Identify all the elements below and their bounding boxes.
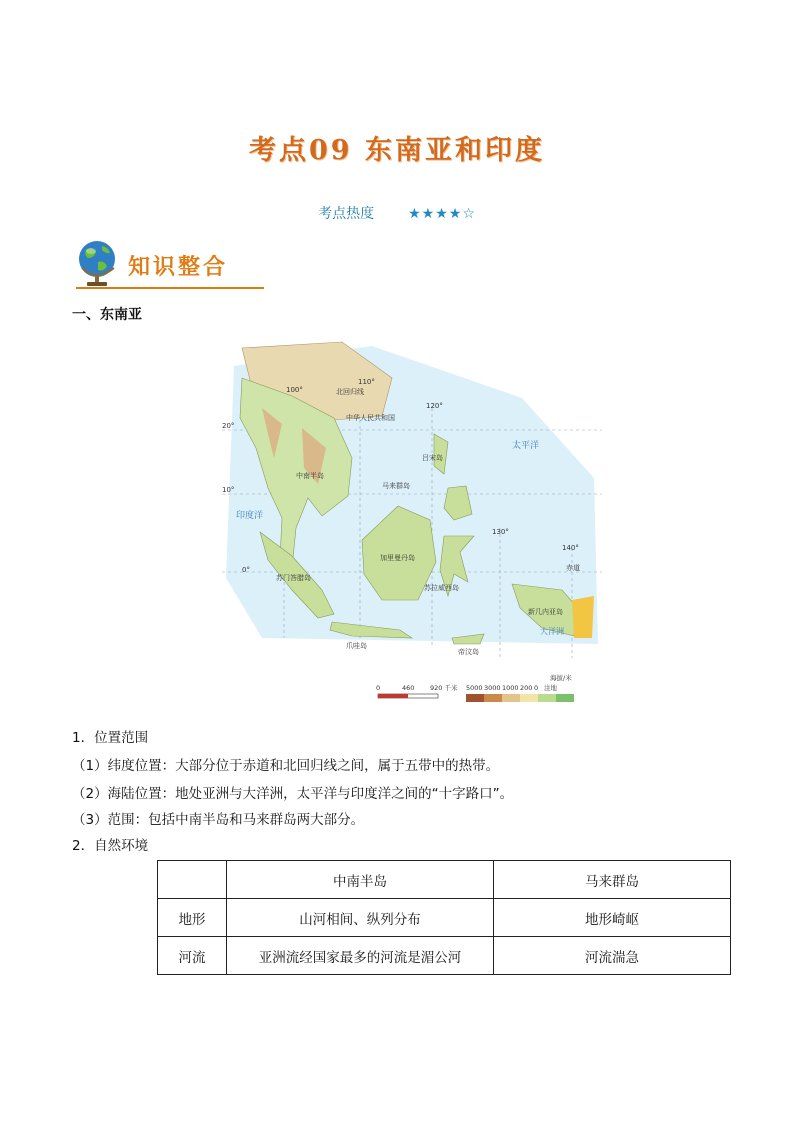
globe-icon (76, 238, 120, 288)
map-label-equator: 赤道 (566, 564, 580, 572)
map-label-pacific: 太平洋 (512, 441, 540, 451)
table-cell: 山河相间、纵列分布 (227, 899, 494, 937)
map-label-java: 爪哇岛 (346, 642, 367, 650)
map-coord-110: 110° (358, 378, 375, 386)
heat-label: 考点热度 (318, 206, 375, 222)
table-row (158, 899, 731, 937)
map-label-sulawesi: 苏拉威西岛 (424, 584, 459, 592)
map-label-kalimantan: 加里曼丹岛 (380, 554, 415, 562)
map-scale-920: 920 千米 (430, 684, 458, 692)
map-scale-0: 0 (376, 684, 381, 692)
section-heading-rule (76, 287, 264, 289)
location-item-scope: （3）范围：包括中南半岛和马来群岛两大部分。 (72, 812, 365, 828)
map-legend-label-6: 注地 (544, 684, 557, 692)
table-cell: 河流湍急 (494, 937, 731, 975)
map-legend-label-3: 1000 (502, 684, 519, 692)
location-heading: 1．位置范围 (72, 730, 149, 746)
map-coord-20: 20° (222, 422, 235, 430)
map-label-oceania: 大洋洲 (540, 627, 564, 636)
table-cell: 亚洲流经国家最多的河流是湄公河 (227, 937, 494, 975)
location-item-sea-land: （2）海陆位置：地处亚洲与大洋洲，太平洋与印度洋之间的“十字路口”。 (72, 786, 514, 802)
part1-heading: 一、东南亚 (72, 307, 142, 323)
heat-stars: ★★★★☆ (408, 206, 476, 222)
map-coord-0: 0° (242, 566, 250, 574)
map-label-tropic: 北回归线 (336, 388, 364, 396)
table-header-cell: 马来群岛 (494, 861, 731, 899)
map-label-new-guinea: 新几内亚岛 (528, 608, 563, 616)
map-label-malay: 马来群岛 (382, 482, 410, 490)
table-cell: 河流 (158, 937, 227, 975)
map-label-indian: 印度洋 (236, 511, 264, 521)
table-row (158, 937, 731, 975)
location-item-latitude: （1）纬度位置：大部分位于赤道和北回归线之间，属于五带中的热带。 (72, 758, 500, 774)
table-header-cell (158, 861, 227, 899)
map-legend-label-4: 200 (520, 684, 533, 692)
map-coord-120: 120° (426, 402, 443, 410)
map-legend-label-5: 0 (534, 684, 539, 692)
section-heading (76, 238, 264, 290)
map-label-china: 中华人民共和国 (346, 414, 395, 422)
southeast-asia-map (222, 338, 602, 704)
table-header-cell: 中南半岛 (227, 861, 494, 899)
map-label-timor: 帝汶岛 (458, 648, 479, 656)
section-heading-label: 知识整合 (128, 255, 229, 280)
map-scale-bar-segment (378, 694, 408, 698)
map-legend-title: 海拔/米 (550, 674, 572, 682)
table-cell: 地形 (158, 899, 227, 937)
map-elevation-legend (466, 694, 574, 702)
map-label-sumatra: 苏门答腊岛 (276, 574, 311, 582)
environment-table (157, 860, 731, 975)
map-label-indochina: 中南半岛 (296, 472, 324, 480)
map-legend-label-2: 3000 (484, 684, 501, 692)
table-header-row (158, 861, 731, 899)
map-coord-100: 100° (286, 386, 303, 394)
heat-rating (0, 203, 794, 223)
table-cell: 地形崎岖 (494, 899, 731, 937)
map-label-luzon: 吕宋岛 (422, 454, 443, 462)
map-scale-460: 460 (402, 684, 415, 692)
map-coord-130: 130° (492, 528, 509, 536)
environment-heading: 2．自然环境 (72, 838, 149, 854)
page-title: 考点09 东南亚和印度 (249, 135, 545, 166)
map-coord-10: 10° (222, 486, 235, 494)
map-coord-140: 140° (562, 544, 579, 552)
map-legend-label-1: 5000 (466, 684, 483, 692)
